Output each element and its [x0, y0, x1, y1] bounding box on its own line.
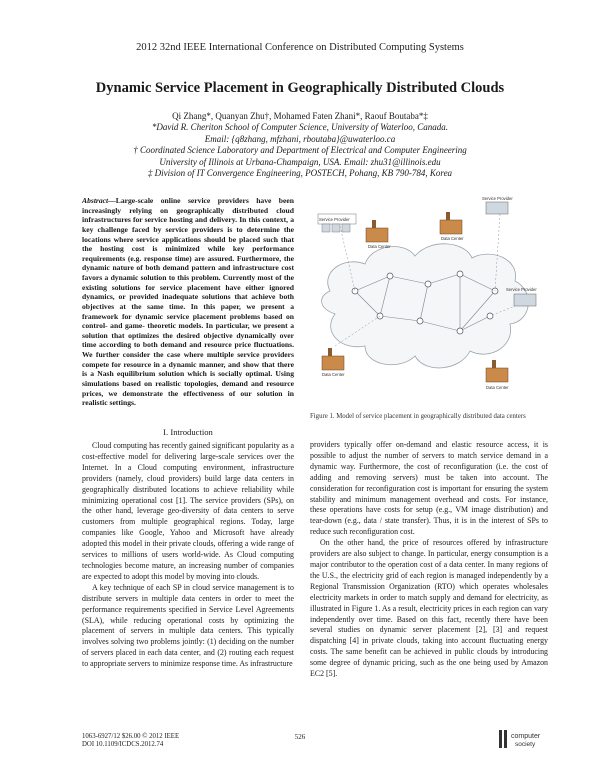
- paper-title: Dynamic Service Placement in Geographically Distributed Clouds: [95, 80, 505, 96]
- abstract-text: Large-scale online service providers have been increasingly relying on geographically distributed cloud infrastructures for service hosting and delivery. In this context, a key challenge faced by service providers is to determine the locations where service applications should be placed such that the hosting cost is minimized while key performance requirements (e.g. response time) are assured. Furthermore, the dynamic nature of both demand pattern and infrastructure cost favors a dynamic solution to this problem. Currently most of the existing solutions for service placement have either ignored dynamics, or provided inadequate solutions that achieve both objectives at the same time. In this paper, we present a framework for dynamic service placement problems based on control- and game- theoretic models. In particular, we present a solution that optimizes the desired objective dynamically over time according to both demand and resource price fluctuations. We further consider the case where multiple service providers compete for resource in a dynamic manner, and show that there is a Nash equilibrium solution which is socially optimal. Using simulations based on realistic topologies, demand and resource prices, we demonstrate the effectiveness of our solution in realistic settings.: [82, 196, 294, 408]
- figure-label: Service Provider: [506, 287, 537, 292]
- data-center-bottom-left: [322, 348, 345, 377]
- affiliation-2: † Coordinated Science Laboratory and Department of Electrical and Computer Engineering: [133, 145, 467, 156]
- paragraph: On the other hand, the price of resources offered by infrastructure providers are also subject to change. In particular, energy consumption is a major contributor to the operation cost of a data center. In many regions of the U.S., the electricity grid of each region is managed independently by a Regional Transmission Organization (RTO) which operates wholesales electricity markets in order to match supply and demand for electricity, as illustrated in Figure 1. As a result, electricity prices in each region can vary independently over time. Based on this fact, recently there have been several studies on dynamic server placement [2], [3] and request dispatching [4] in private clouds, taking into account fluctuating energy costs. The same benefit can be achieved in public clouds by introducing some degree of dynamic pricing, such as the one being used by Amazon EC2 [5].: [310, 538, 548, 679]
- figure-label: Data Center: [441, 236, 464, 241]
- figure-label: Service Provider: [319, 217, 350, 222]
- data-center-top-left: [366, 220, 391, 249]
- footer-isbn: 1063-6927/12 $26.00 © 2012 IEEE: [82, 733, 180, 740]
- section-heading-introduction: I. Introduction: [163, 427, 213, 437]
- service-provider-top-right: [482, 196, 513, 214]
- data-center-bottom-right: [486, 360, 509, 390]
- figure-1-caption: Figure 1. Model of service placement in geographically distributed data centers: [310, 413, 526, 420]
- affiliation-3: ‡ Division of IT Convergence Engineering, POSTECH, Pohang, KB 790-784, Korea: [147, 168, 453, 179]
- affiliation-2b: University of Illinois at Urbana-Champaign, USA. Email: zhu31@illinois.edu: [159, 156, 441, 167]
- figure-label: Service Provider: [482, 196, 513, 201]
- page-number: 526: [294, 733, 306, 741]
- figure-label: Data Center: [322, 372, 345, 377]
- abstract: [82, 196, 294, 408]
- left-column-body: [82, 441, 294, 670]
- figure-1-diagram: [310, 196, 548, 414]
- paragraph: providers typically offer on-demand and elastic resource access, it is possible to adjust the number of servers to match service demand in a dynamic way. Furthermore, the cost of reconfiguration (i.e. the cost of adding and removing servers) must be taken into account. The consideration for reconfiguration cost is important for ensuring the system stability and minimum management overhead and costs. For instance, these operations have costs for setup (e.g., VM image distribution) and tear-down (e.g., data / state transfer). Thus, it is in the interest of SPs to reduce such reconfiguration cost.: [310, 440, 548, 537]
- affiliation-1: *David R. Cheriton School of Computer Science, University of Waterloo, Canada.: [151, 122, 449, 133]
- ieee-computer-society-logo: [497, 728, 553, 750]
- right-column-body: [310, 440, 548, 680]
- figure-label: Data Center: [368, 244, 391, 249]
- service-provider-top-left: [318, 214, 356, 232]
- data-center-top-right: [440, 212, 464, 241]
- conference-header: 2012 32nd IEEE International Conference on Distributed Computing Systems: [136, 42, 464, 53]
- author-block: [0, 111, 600, 179]
- logo-text-society: society: [515, 741, 536, 748]
- figure-label: Data Center: [486, 385, 509, 390]
- author-names: Qi Zhang*, Quanyan Zhu†, Mohamed Faten Zhani*, Raouf Boutaba*‡: [172, 111, 428, 121]
- footer-doi: DOI 10.1109/ICDCS.2012.74: [82, 741, 164, 749]
- abstract-label: Abstract—: [82, 196, 116, 205]
- paragraph: Cloud computing has recently gained significant popularity as a cost-effective model for delivering large-scale services over the Internet. In a Cloud computing environment, infrastructure providers (namely, cloud providers) build large data centers in geographically distributed locations to achieve reliability while minimizing operational cost [1]. The service providers (SPs), on the other hand, leverage geo-diversity of data centers to serve customers from multiple geographical regions. Today, large companies like Google, Yahoo and Microsoft have already adopted this model in their private clouds, offering a wide range of services to millions of users world-wide. As Cloud computing technologies become mature, an increasing number of companies are expected to adopt this model by moving into clouds.: [82, 441, 294, 581]
- email-1: Email: {q8zhang, mfzhani, rboutaba}@uwaterloo.ca: [204, 133, 396, 144]
- logo-text-computer: computer: [511, 733, 541, 740]
- network-cloud: [322, 244, 529, 368]
- paragraph: A key technique of each SP in cloud service management is to distribute servers in multiple data centers in order to meet the performance requirements specified in Service Level Agreements (SLA), while reducing operational costs by optimizing the placement of servers in multiple data centers. This typically involves solving two problems jointly: (1) deciding on the number of servers placed in each data center, and (2) routing each request to appropriate servers to minimize response time. As infrastructure: [82, 582, 294, 669]
